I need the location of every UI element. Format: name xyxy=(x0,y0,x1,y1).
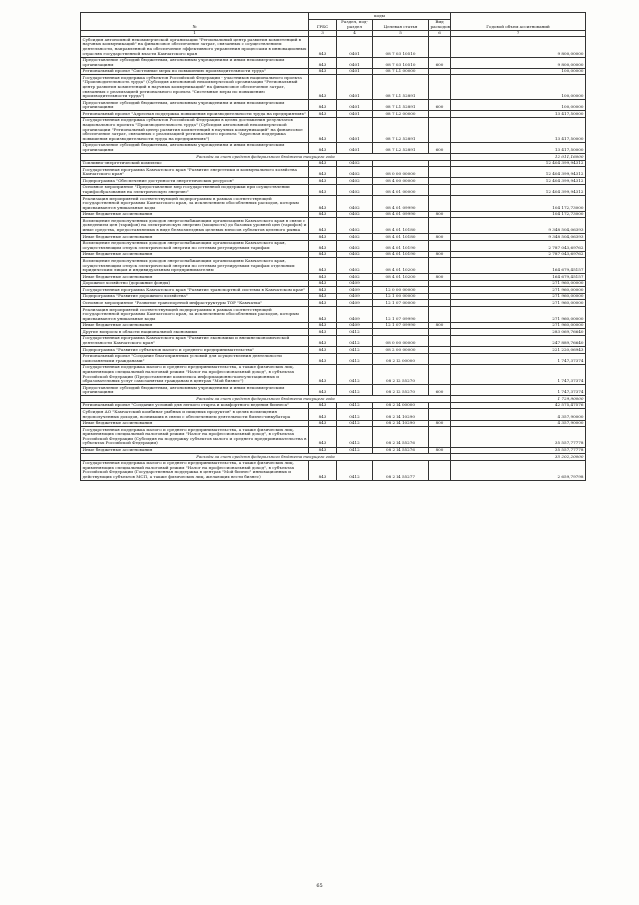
target-article-cell: 08 7 L2 00000 xyxy=(373,111,429,118)
table-row xyxy=(81,420,586,427)
name-cell: Иные бюджетные ассигнования xyxy=(81,211,309,218)
grbs-cell: 843 xyxy=(309,347,337,354)
target-article-cell: 08 4 01 00000 xyxy=(373,184,429,195)
table-row xyxy=(81,385,586,396)
expense-type-cell: 600 xyxy=(429,100,451,111)
header-vr: Вид расходов xyxy=(430,19,450,29)
table-row xyxy=(81,258,586,274)
amount-cell: 4 357,90000 xyxy=(451,420,586,427)
source-note: Расходы за счет средств федерального бюджета текущего года xyxy=(81,396,451,403)
section-cell: 0412 xyxy=(337,329,373,336)
table-row xyxy=(81,329,586,336)
page-number: 65 xyxy=(316,883,323,889)
grbs-cell: 843 xyxy=(309,240,337,251)
target-article-cell: 08 4 01 10200 xyxy=(373,258,429,274)
section-cell: 0412 xyxy=(337,402,373,409)
source-note: Расходы за счет средств федерального бюджета текущего года xyxy=(81,154,451,161)
name-cell: Государственная программа Камчатского края "Развитие энергетики и коммунального хозяйства Камчатского края" xyxy=(81,167,309,178)
expense-type-cell xyxy=(429,329,451,336)
name-cell: Субсидия автономной некоммерческой организации "Региональный центр развития компетенций в научных коммуникаций" на финансовое обеспечение затрат, связанных с осуществлением деятельности, направленной на обеспечение эффективного управления процессами в инновационных отраслях государственной власти Камчатского края xyxy=(81,37,309,57)
target-article-cell: 08 4 01 10180 xyxy=(373,234,429,241)
amount-cell: 2 787 043,69762 xyxy=(451,240,586,251)
section-cell: 0412 xyxy=(337,364,373,384)
name-cell: Субсидия АО "Камчатский комбинат рыбных и пищевых продуктов" в целях возмещения недополученных доходов, возникших в связи с обеспечением деятельности бизнес-инкубатора xyxy=(81,409,309,420)
target-article-cell xyxy=(373,329,429,336)
amount-cell: 104 172,73000 xyxy=(451,196,586,212)
section-cell: 0409 xyxy=(337,307,373,323)
amount-cell: 12 404 399,94312 xyxy=(451,160,586,167)
expense-type-cell xyxy=(429,37,451,57)
colnum-6: 6 xyxy=(429,30,451,37)
table-row xyxy=(81,251,586,258)
grbs-cell: 843 xyxy=(309,364,337,384)
grbs-cell: 843 xyxy=(309,274,337,281)
expense-type-cell xyxy=(429,240,451,251)
grbs-cell: 843 xyxy=(309,167,337,178)
amount-cell: 221 220,06943 xyxy=(451,347,586,354)
grbs-cell: 843 xyxy=(309,251,337,258)
colnum-4: 4 xyxy=(337,30,373,37)
table-row xyxy=(81,218,586,234)
grbs-cell: 843 xyxy=(309,300,337,307)
name-cell: Дорожное хозяйство (дорожные фонды) xyxy=(81,280,309,287)
expense-type-cell xyxy=(429,196,451,212)
header-rz-pr: Раздел, под-раздел xyxy=(337,19,373,30)
name-cell: Подпрограмма "Развитие дорожного хозяйства" xyxy=(81,293,309,300)
target-article-cell: 08 2 00 00000 xyxy=(373,347,429,354)
amount-cell: 35 202,20000 xyxy=(451,454,586,461)
grbs-cell: 843 xyxy=(309,329,337,336)
section-cell: 0412 xyxy=(337,427,373,447)
amount-cell: 9 348 504,06393 xyxy=(451,218,586,234)
expense-type-cell: 600 xyxy=(429,385,451,396)
name-cell: Государственная поддержка субъектов Российской Федерации - участников национального проекта "Производительность труда" (Субсидия автономной некоммерческой организации "Региональный центр развития компетенций в научных коммуникаций" на финансовое обеспечение затрат, связанных с реализацией регионального проекта "Системные меры по повышению производительности труда") xyxy=(81,75,309,100)
name-cell: Возмещение недополученных доходов энергоснабжающим организациям Камчатского края, осуществляющим отпуск электрической энергии по сетевым регулируемым тарифам xyxy=(81,240,309,251)
header-total: Годовой объем ассигнований xyxy=(451,13,586,31)
colnum-3: 3 xyxy=(309,30,337,37)
section-cell: 0401 xyxy=(337,68,373,75)
expense-type-cell xyxy=(429,409,451,420)
grbs-cell: 843 xyxy=(309,142,337,153)
table-row xyxy=(81,353,586,364)
amount-cell: 35 557,77778 xyxy=(451,427,586,447)
column-number-row xyxy=(81,30,586,37)
section-cell: 0412 xyxy=(337,460,373,480)
table-row xyxy=(81,409,586,420)
table-row xyxy=(81,167,586,178)
target-article-cell: 08 2 I4 55276 xyxy=(373,427,429,447)
section-cell: 0401 xyxy=(337,117,373,142)
name-cell: Иные бюджетные ассигнования xyxy=(81,420,309,427)
name-cell: Государственная поддержка малого и среднего предпринимательства, а также физических лиц, применяющих специальный налоговый режим "Налог на профессиональный доход", в субъектах Российской Федерации (Субсидия на поддержку субъектов малого и среднего предпринимательства в субъектах Российской Федерации) xyxy=(81,427,309,447)
section-cell: 0409 xyxy=(337,300,373,307)
table-row xyxy=(81,100,586,111)
amount-cell: 12 011,16000 xyxy=(451,154,586,161)
amount-cell: 1 747,37374 xyxy=(451,364,586,384)
expense-type-cell xyxy=(429,427,451,447)
expense-type-cell: 600 xyxy=(429,57,451,68)
table-row xyxy=(81,68,586,75)
table-row xyxy=(81,75,586,100)
name-cell: Предоставление субсидий бюджетным, автономным учреждениям и иным некоммерческим организациям xyxy=(81,100,309,111)
table-row xyxy=(81,57,586,68)
expense-type-cell xyxy=(429,167,451,178)
amount-cell: 12 404 399,94312 xyxy=(451,167,586,178)
budget-table xyxy=(80,12,586,481)
target-article-cell: 08 7 03 10510 xyxy=(373,37,429,57)
expense-type-cell xyxy=(429,402,451,409)
target-article-cell: 12 1 07 09990 xyxy=(373,307,429,323)
target-article-cell: 08 2 I2 00000 xyxy=(373,353,429,364)
expense-type-cell: 800 xyxy=(429,234,451,241)
expense-type-cell xyxy=(429,335,451,346)
section-cell: 0412 xyxy=(337,420,373,427)
grbs-cell: 843 xyxy=(309,196,337,212)
grbs-cell: 843 xyxy=(309,447,337,454)
table-row xyxy=(81,240,586,251)
grbs-cell: 843 xyxy=(309,258,337,274)
grbs-cell: 843 xyxy=(309,37,337,57)
target-article-cell: 08 0 00 00000 xyxy=(373,167,429,178)
name-cell: Иные бюджетные ассигнования xyxy=(81,447,309,454)
target-article-cell: 12 1 07 09990 xyxy=(373,322,429,329)
table-row xyxy=(81,447,586,454)
name-cell: Региональный проект "Системные меры по повышению производительности труда" xyxy=(81,68,309,75)
grbs-cell: 843 xyxy=(309,460,337,480)
grbs-cell: 843 xyxy=(309,211,337,218)
name-cell: Региональный проект "Адресная поддержка повышения производительности труда на предприятиях" xyxy=(81,111,309,118)
table-header-row xyxy=(81,13,586,20)
amount-cell: 271 960,00000 xyxy=(451,300,586,307)
grbs-cell: 843 xyxy=(309,68,337,75)
table-row xyxy=(81,234,586,241)
target-article-cell: 08 7 L1 52891 xyxy=(373,75,429,100)
expense-type-cell xyxy=(429,293,451,300)
name-cell: Государственная поддержка малого и среднего предпринимательства, а также физических лиц, применяющих специальный налоговый режим "Налог на профессиональный доход", в субъектах Российской Федерации (Государственная поддержка в центрах "Мой бизнес" инновационных и действующих субъектов МСП, а также физических лиц, желающих вести бизнес) xyxy=(81,460,309,480)
grbs-cell: 843 xyxy=(309,234,337,241)
amount-cell: 4 357,90000 xyxy=(451,409,586,420)
amount-cell: 164 679,45157 xyxy=(451,274,586,281)
target-article-cell: 08 2 I2 55270 xyxy=(373,364,429,384)
target-article-cell: 08 7 L2 52891 xyxy=(373,117,429,142)
name-cell: Иные бюджетные ассигнования xyxy=(81,251,309,258)
expense-type-cell xyxy=(429,460,451,480)
name-cell: Государственная поддержка субъектов Российской Федерации в целях достижения результатов национального проекта "Производительность труда" (Субсидия автономной некоммерческой организации "Региональный центр развития компетенций в научных коммуникаций" на финансовое обеспечение затрат, связанных с реализацией регионального проекта "Адресная поддержка повышения производительности труда на предприятиях") xyxy=(81,117,309,142)
target-article-cell: 08 2 I4 55276 xyxy=(373,447,429,454)
section-cell: 0402 xyxy=(337,167,373,178)
section-cell: 0401 xyxy=(337,75,373,100)
section-cell: 0412 xyxy=(337,335,373,346)
source-note: Расходы за счет средств федерального бюджета текущего года xyxy=(81,454,451,461)
section-cell: 0402 xyxy=(337,218,373,234)
table-row xyxy=(81,184,586,195)
table-body xyxy=(81,37,586,481)
target-article-cell: 12 1 00 00000 xyxy=(373,293,429,300)
expense-type-cell: 800 xyxy=(429,251,451,258)
amount-cell: 9 348 504,06393 xyxy=(451,234,586,241)
header-cs: Целевая статья xyxy=(373,19,429,30)
table-row xyxy=(81,274,586,281)
target-article-cell: 12 0 00 00000 xyxy=(373,287,429,294)
grbs-cell: 843 xyxy=(309,287,337,294)
amount-cell: 271 960,00000 xyxy=(451,280,586,287)
name-cell: Топливно-энергетический комплекс xyxy=(81,160,309,167)
target-article-cell: 08 7 L1 00000 xyxy=(373,68,429,75)
section-cell: 0409 xyxy=(337,287,373,294)
section-cell: 0402 xyxy=(337,184,373,195)
table-row xyxy=(81,178,586,185)
amount-cell: 2 787 043,69762 xyxy=(451,251,586,258)
target-article-cell: 08 7 03 10510 xyxy=(373,57,429,68)
expense-type-cell: 600 xyxy=(429,142,451,153)
target-article-cell: 08 7 L2 52891 xyxy=(373,142,429,153)
section-cell: 0401 xyxy=(337,111,373,118)
table-row xyxy=(81,322,586,329)
target-article-cell: 08 4 01 10190 xyxy=(373,251,429,258)
header-codes: коды xyxy=(309,13,451,20)
expense-type-cell xyxy=(429,75,451,100)
name-cell: Предоставление субсидий бюджетным, автономным учреждениям и иным некоммерческим организациям xyxy=(81,57,309,68)
target-article-cell xyxy=(373,280,429,287)
table-row xyxy=(81,37,586,57)
grbs-cell: 843 xyxy=(309,160,337,167)
expense-type-cell xyxy=(429,258,451,274)
table-row xyxy=(81,402,586,409)
amount-cell: 35 557,77778 xyxy=(451,447,586,454)
expense-type-cell: 800 xyxy=(429,447,451,454)
grbs-cell: 843 xyxy=(309,111,337,118)
target-article-cell xyxy=(373,160,429,167)
table-row xyxy=(81,300,586,307)
grbs-cell: 843 xyxy=(309,385,337,396)
table-row xyxy=(81,427,586,447)
name-cell: Государственная поддержка малого и среднего предпринимательства, а также физических лиц, применяющих специальный налоговый режим "Налог на профессиональный доход", в субъектах Российской Федерации (Предоставление комплекса информационно-консультационных и образовательных услуг самозанятым гражданам в центрах "Мой бизнес") xyxy=(81,364,309,384)
expense-type-cell xyxy=(429,353,451,364)
target-article-cell: 08 4 01 09990 xyxy=(373,211,429,218)
grbs-cell: 843 xyxy=(309,402,337,409)
section-cell: 0402 xyxy=(337,196,373,212)
grbs-cell: 843 xyxy=(309,184,337,195)
amount-cell: 9 800,00000 xyxy=(451,37,586,57)
amount-cell: 13 417,50000 xyxy=(451,111,586,118)
expense-type-cell xyxy=(429,307,451,323)
table-row xyxy=(81,293,586,300)
amount-cell: 42 575,47576 xyxy=(451,402,586,409)
table-row xyxy=(81,211,586,218)
section-cell: 0402 xyxy=(337,160,373,167)
target-article-cell: 12 1 07 00000 xyxy=(373,300,429,307)
name-cell: Возмещение недополученных доходов энергоснабжающим организациям Камчатского края, осуществляющим отпуск электрической энергии по сетевым регулируемым тарифам отдельным юридическим лицам и индивидуальным предпринимателям xyxy=(81,258,309,274)
target-article-cell: 08 2 I4 10290 xyxy=(373,409,429,420)
table-row xyxy=(81,460,586,480)
grbs-cell: 843 xyxy=(309,293,337,300)
table-row xyxy=(81,117,586,142)
source-note-row xyxy=(81,454,586,461)
section-cell: 0401 xyxy=(337,57,373,68)
grbs-cell: 843 xyxy=(309,178,337,185)
section-cell: 0402 xyxy=(337,251,373,258)
expense-type-cell: 800 xyxy=(429,274,451,281)
table-row xyxy=(81,287,586,294)
expense-type-cell xyxy=(429,178,451,185)
name-cell: Иные бюджетные ассигнования xyxy=(81,234,309,241)
grbs-cell: 843 xyxy=(309,100,337,111)
section-cell: 0402 xyxy=(337,211,373,218)
name-cell: Подпрограмма "Обеспечение доступности энергетических ресурсов" xyxy=(81,178,309,185)
section-cell: 0401 xyxy=(337,100,373,111)
section-cell: 0412 xyxy=(337,409,373,420)
table-row xyxy=(81,335,586,346)
source-note-row xyxy=(81,396,586,403)
grbs-cell: 843 xyxy=(309,307,337,323)
name-cell: Региональный проект "Создание благоприятных условий для осуществления деятельности самозанятыми гражданами" xyxy=(81,353,309,364)
amount-cell: 271 960,00000 xyxy=(451,322,586,329)
table-row xyxy=(81,307,586,323)
name-cell: Предоставление субсидий бюджетным, автономным учреждениям и иным некоммерческим организациям xyxy=(81,385,309,396)
expense-type-cell: 800 xyxy=(429,322,451,329)
expense-type-cell xyxy=(429,68,451,75)
name-cell: Реализация мероприятий соответствующей подпрограммы в рамках соответствующей государственной программы Камчатского края, за исключением обособленных расходов, которым присваиваются уникальные коды xyxy=(81,307,309,323)
name-cell: Реализация мероприятий соответствующей подпрограммы в рамках соответствующей государственной программы Камчатского края, за исключением обособленных расходов, которым присваиваются уникальные коды xyxy=(81,196,309,212)
section-cell: 0402 xyxy=(337,234,373,241)
amount-cell: 100,00000 xyxy=(451,68,586,75)
expense-type-cell: 800 xyxy=(429,420,451,427)
expense-type-cell xyxy=(429,364,451,384)
source-note-row xyxy=(81,154,586,161)
table-row xyxy=(81,160,586,167)
expense-type-cell xyxy=(429,347,451,354)
grbs-cell: 843 xyxy=(309,335,337,346)
section-cell: 0412 xyxy=(337,447,373,454)
amount-cell: 13 417,50000 xyxy=(451,117,586,142)
section-cell: 0409 xyxy=(337,280,373,287)
target-article-cell: 08 7 L1 52891 xyxy=(373,100,429,111)
table-row xyxy=(81,196,586,212)
amount-cell: 2 659,79798 xyxy=(451,460,586,480)
expense-type-cell: 800 xyxy=(429,211,451,218)
name-cell: Государственная программа Камчатского края "Развитие транспортной системы в Камчатском крае" xyxy=(81,287,309,294)
section-cell: 0401 xyxy=(337,37,373,57)
target-article-cell: 08 4 00 00000 xyxy=(373,178,429,185)
expense-type-cell xyxy=(429,300,451,307)
amount-cell: 100,00000 xyxy=(451,100,586,111)
amount-cell: 100,00000 xyxy=(451,75,586,100)
expense-type-cell xyxy=(429,111,451,118)
section-cell: 0409 xyxy=(337,293,373,300)
target-article-cell: 08 4 01 09990 xyxy=(373,196,429,212)
name-cell: Предоставление субсидий бюджетным, автономным учреждениям и иным некоммерческим организациям xyxy=(81,142,309,153)
name-cell: Подпрограмма "Развитие субъектов малого и среднего предпринимательства" xyxy=(81,347,309,354)
amount-cell: 1 747,37374 xyxy=(451,353,586,364)
target-article-cell: 08 0 00 00000 xyxy=(373,335,429,346)
section-cell: 0412 xyxy=(337,385,373,396)
grbs-cell: 843 xyxy=(309,75,337,100)
amount-cell: 271 960,00000 xyxy=(451,293,586,300)
grbs-cell: 843 xyxy=(309,353,337,364)
grbs-cell: 843 xyxy=(309,427,337,447)
amount-cell: 13 417,50000 xyxy=(451,142,586,153)
name-cell: Другие вопросы в области национальной экономики xyxy=(81,329,309,336)
amount-cell: 164 679,45157 xyxy=(451,258,586,274)
amount-cell: 9 800,00000 xyxy=(451,57,586,68)
header-grbs: ГРБС xyxy=(309,19,337,30)
colnum-1: 1 xyxy=(81,30,309,37)
amount-cell: 12 404 399,94312 xyxy=(451,178,586,185)
name-cell: Основное мероприятие "Развитие транспортной инфраструктуры ТОР "Камчатка" xyxy=(81,300,309,307)
colnum-7: 7 xyxy=(451,30,586,37)
name-cell: Иные бюджетные ассигнования xyxy=(81,322,309,329)
amount-cell: 271 960,00000 xyxy=(451,287,586,294)
expense-type-cell xyxy=(429,287,451,294)
table-row xyxy=(81,364,586,384)
amount-cell: 1 747,37374 xyxy=(451,385,586,396)
target-article-cell: 08 4 01 10200 xyxy=(373,274,429,281)
grbs-cell: 843 xyxy=(309,420,337,427)
target-article-cell: 08 2 I4 00000 xyxy=(373,402,429,409)
section-cell: 0409 xyxy=(337,322,373,329)
target-article-cell: 08 2 I2 55270 xyxy=(373,385,429,396)
amount-cell: 1 729,90000 xyxy=(451,396,586,403)
section-cell: 0412 xyxy=(337,347,373,354)
expense-type-cell xyxy=(429,218,451,234)
name-cell: Иные бюджетные ассигнования xyxy=(81,274,309,281)
target-article-cell: 08 4 01 10180 xyxy=(373,218,429,234)
expense-type-cell xyxy=(429,280,451,287)
table-row xyxy=(81,111,586,118)
name-cell: Региональный проект "Создание условий для легкого старта и комфортного ведения бизнеса" xyxy=(81,402,309,409)
table-row xyxy=(81,280,586,287)
expense-type-cell xyxy=(429,184,451,195)
amount-cell: 271 960,00000 xyxy=(451,307,586,323)
amount-cell: 247 889,76640 xyxy=(451,335,586,346)
grbs-cell: 843 xyxy=(309,117,337,142)
name-cell: Основное мероприятие "Предоставление мер государственной поддержки при осуществлении тарифообразования на электрическую энергию" xyxy=(81,184,309,195)
colnum-5: 5 xyxy=(373,30,429,37)
grbs-cell: 843 xyxy=(309,57,337,68)
target-article-cell: 08 4 01 10190 xyxy=(373,240,429,251)
name-cell: Государственная программа Камчатского края "Развитие экономики и внешнеэкономической деятельности Камчатского края" xyxy=(81,335,309,346)
section-cell: 0402 xyxy=(337,178,373,185)
header-number: № xyxy=(81,13,309,31)
amount-cell: 104 172,73000 xyxy=(451,211,586,218)
expense-type-cell xyxy=(429,160,451,167)
section-cell: 0402 xyxy=(337,240,373,251)
grbs-cell: 843 xyxy=(309,322,337,329)
section-cell: 0402 xyxy=(337,274,373,281)
target-article-cell: 08 2 I4 55277 xyxy=(373,460,429,480)
section-cell: 0401 xyxy=(337,142,373,153)
grbs-cell: 843 xyxy=(309,218,337,234)
name-cell: Возмещение недополученных доходов энергоснабжающим организациям Камчатского края в связи с доведением цен (тарифов) на электрическую энергию (мощность) до базовых уровней цен (тарифов) и иные средства, предоставляемых в виде безвозмездных целевых взносов субъектов целевого рынка xyxy=(81,218,309,234)
grbs-cell: 843 xyxy=(309,409,337,420)
table-row xyxy=(81,142,586,153)
grbs-cell: 843 xyxy=(309,280,337,287)
section-cell: 0402 xyxy=(337,258,373,274)
section-cell: 0412 xyxy=(337,353,373,364)
amount-cell: 12 404 399,94312 xyxy=(451,184,586,195)
table-row xyxy=(81,347,586,354)
expense-type-cell xyxy=(429,117,451,142)
target-article-cell: 08 2 I4 10290 xyxy=(373,420,429,427)
amount-cell: 283 069,76640 xyxy=(451,329,586,336)
